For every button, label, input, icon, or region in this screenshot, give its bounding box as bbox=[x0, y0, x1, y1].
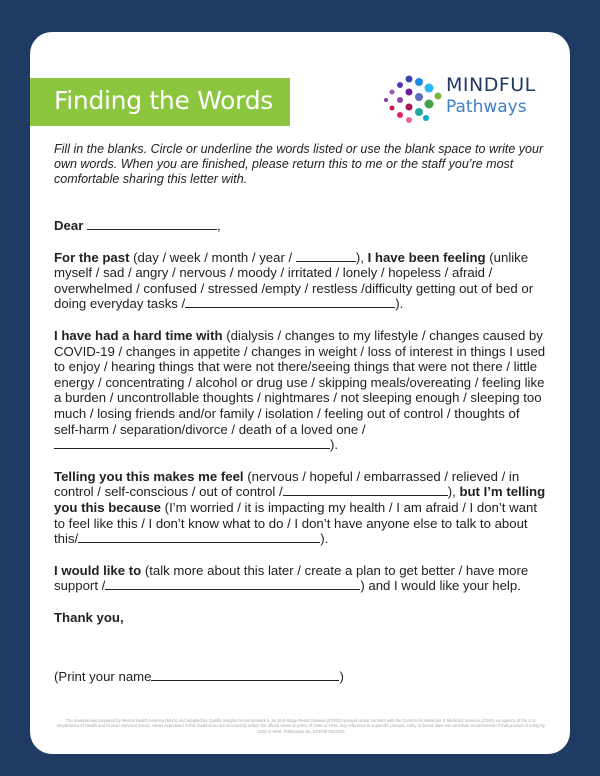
p3-end: ). bbox=[320, 531, 329, 547]
logo-text-pathways: Pathways bbox=[446, 97, 527, 117]
feeling-blank[interactable] bbox=[185, 296, 395, 308]
signature-space bbox=[54, 641, 548, 669]
salutation-label: Dear bbox=[54, 218, 84, 233]
feeling-label: I have been feeling bbox=[367, 249, 486, 265]
telling-because-blank[interactable] bbox=[78, 531, 320, 543]
paragraph-for-the-past bbox=[54, 250, 548, 312]
would-like-label: I would like to bbox=[54, 562, 142, 578]
telling-because-label: but I’m telling you this because bbox=[54, 484, 546, 515]
p2-end: ). bbox=[330, 437, 339, 453]
letter-card bbox=[30, 32, 570, 754]
closing-text: Thank you, bbox=[54, 609, 124, 625]
makes-me-feel-blank[interactable] bbox=[283, 484, 448, 496]
hard-time-label: I have had a hard time with bbox=[54, 327, 223, 343]
brain-dots-icon bbox=[376, 70, 442, 128]
salutation-line bbox=[54, 218, 548, 234]
p1-connector: ), bbox=[355, 249, 368, 265]
would-like-blank[interactable] bbox=[105, 578, 360, 590]
recipient-blank[interactable] bbox=[87, 218, 217, 230]
closing-line bbox=[54, 610, 548, 626]
logo-text-mindful: MINDFUL bbox=[446, 74, 536, 96]
paragraph-hard-time bbox=[54, 328, 548, 453]
letter-body bbox=[54, 218, 548, 701]
hard-time-options: (dialysis / changes to my lifestyle / changes caused by COVID-19 / changes in appetite / changes in weight / loss of interest in things I used to enjoy / hearing things that were not there/seeing things that were not there / little energy / concentrating / alcohol or drug use / skipping meals/overeating / feeling like a burden / uncontrollable thoughts / nightmares / not sleeping enough / sleeping too much / losing friends and/or family / isolation / feeling out of control / thoughts of self-harm / separation/divorce / death of a loved one / bbox=[54, 327, 546, 437]
paragraph-would-like bbox=[54, 563, 548, 594]
salutation-comma: , bbox=[217, 218, 221, 233]
title-banner bbox=[30, 78, 290, 126]
paragraph-makes-me-feel bbox=[54, 469, 548, 547]
makes-me-feel-options: (nervous / hopeful / embarrassed / relieved / in control / self-conscious / out of control / bbox=[54, 468, 520, 500]
would-like-options: (talk more about this later / create a plan to get better / have more support / bbox=[54, 562, 529, 594]
page-title: Finding the Words bbox=[54, 86, 273, 115]
time-blank[interactable] bbox=[296, 250, 356, 262]
mindful-pathways-logo bbox=[376, 70, 546, 128]
time-options: (day / week / month / year / bbox=[129, 249, 296, 265]
p1-end: ). bbox=[395, 296, 404, 312]
print-name-line bbox=[54, 669, 548, 685]
telling-because-options: (I’m worried / it is impacting my health / I am afraid / I don’t want to feel like this / I don’t know what to do / I don’t have anyone else to talk to about this/ bbox=[54, 499, 537, 547]
footer-disclaimer: The material was prepared by Mental Health America (MHA) and adapted by Quality Insights Renal Network 5, an End-Stage Renal Disease (ESRD) Network under contract with the Centers for Medicare & Medicaid Services (CMS), an agency of the U.S. Department of Health and Human Services (HHS). Views expressed in this material do not necessarily reflect the official views or policy of CMS or HHS. Any reference to a specific product, entity or brand does not constitute endorsement of that product or entity by CMS or HHS. Publication No. ESRD5-0012022 bbox=[57, 718, 545, 734]
instructions-text: Fill in the blanks. Circle or underline the words listed or use the blank space to write your own words. When you are finished, please return this to me or the staff you’re most comfortable sharing this letter with. bbox=[54, 142, 544, 186]
feeling-options: (unlike myself / sad / angry / nervous / moody / irritated / lonely / hopeless / afraid / overwhelmed / confused / stressed /empty / restless /difficulty getting out of bed or doing everyday tasks / bbox=[54, 249, 534, 312]
print-name-end: ) bbox=[339, 669, 344, 685]
for-the-past-label: For the past bbox=[54, 249, 130, 265]
would-like-end: ) and I would like your help. bbox=[360, 578, 521, 594]
print-name-blank[interactable] bbox=[151, 669, 339, 681]
makes-me-feel-label: Telling you this makes me feel bbox=[54, 468, 244, 484]
hard-time-blank[interactable] bbox=[54, 437, 330, 449]
print-name-label: (Print your name bbox=[54, 669, 152, 685]
p3-connector: ), bbox=[447, 484, 460, 500]
